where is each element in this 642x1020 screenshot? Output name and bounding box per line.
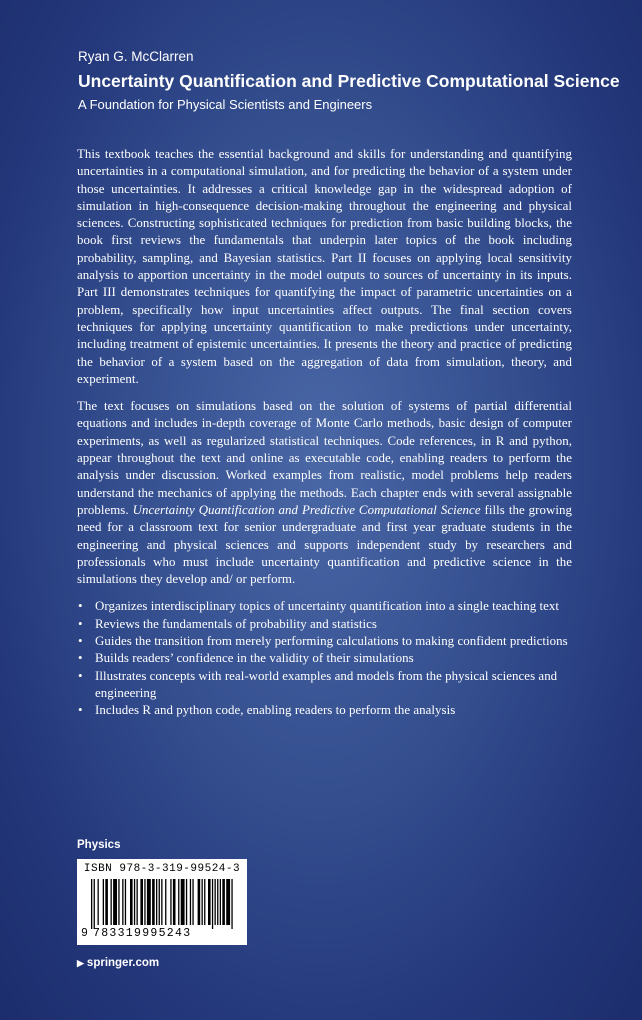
barcode-bar	[134, 879, 135, 925]
barcode-bar	[130, 879, 133, 925]
website-link[interactable]	[77, 957, 159, 969]
barcode-bar	[226, 879, 230, 925]
feature-item	[77, 598, 572, 615]
paragraph-2-text-end: fills the growing need for a classroom text for senior undergraduate and first year graduate students in the engineering and physical sciences and supports independent study by researchers and professionals who must include uncertainty quantification and predictive science in the simulations they develop and/ or perform.	[77, 502, 572, 587]
barcode-bar	[208, 879, 211, 925]
barcode-bar	[111, 879, 112, 925]
barcode-bar	[91, 879, 92, 929]
barcode-bar	[152, 879, 155, 925]
barcode-digits: 783319995243	[93, 927, 192, 940]
bullet-icon: •	[78, 599, 83, 614]
barcode-lead-digit: 9	[81, 927, 88, 940]
feature-text: Includes R and python code, enabling readers to perform the analysis	[95, 703, 456, 718]
barcode-bar	[103, 879, 104, 925]
feature-item	[77, 668, 572, 703]
barcode-bar	[202, 879, 203, 925]
barcode-bar	[140, 879, 143, 925]
barcode-bar	[165, 879, 166, 925]
feature-item	[77, 616, 572, 633]
feature-text: Illustrates concepts with real-world examples and models from the physical sciences and engineering	[95, 668, 558, 700]
feature-text: Reviews the fundamentals of probability and statistics	[95, 616, 377, 631]
description	[77, 146, 572, 720]
barcode-bar	[231, 879, 232, 929]
barcode-bar	[118, 879, 119, 925]
barcode-bar	[181, 879, 185, 925]
feature-text: Organizes interdisciplinary topics of uncertainty quantification into a single teaching text	[95, 599, 559, 614]
book-title: Uncertainty Quantification and Predictive Computational Science	[78, 71, 620, 91]
book-title-italic: Uncertainty Quantification and Predictive Computational Science	[132, 502, 481, 517]
barcode-bar	[105, 879, 108, 925]
bullet-icon: •	[78, 668, 83, 683]
barcode-bar	[161, 879, 162, 925]
barcode-bar	[220, 879, 221, 925]
feature-item	[77, 650, 572, 667]
description-paragraph-1: This textbook teaches the essential background and skills for understanding and quantifying uncertainties in a computational simulation, and for predicting the behavior of a system under those uncertainties. It addresses a critical knowledge gap in the widespread adoption of simulation in high-consequence decision-making throughout the engineering and physical sciences. Constructing sophisticated techniques for prediction from basic building blocks, the book first reviews the fundamentals that underpin later topics of the book including probability, sampling, and Bayesian statistics. Part II focuses on applying local sensitivity analysis to apportion uncertainty in the model outputs to sources of uncertainty in its inputs. Part III demonstrates techniques for quantifying the impact of parametric uncertainties on a problem, specifically how input uncertainties affect outputs. The final section covers techniques for applying uncertainty quantification to make predictions under uncertainty, including treatment of epistemic uncertainties. It presents the theory and practice of predicting the behavior of a system based on the aggregation of data from simulation, theory, and experiment.	[77, 147, 572, 386]
chevron-right-icon: ▶	[77, 958, 84, 968]
barcode-bar	[156, 879, 157, 925]
paragraph-2-text: The text focuses on simulations based on the solution of systems of partial differential equations and includes in-depth coverage of Monte Carlo methods, basic design of computer experiments, as well as regularized statistical techniques. Code references, in R and python, appear throughout the text and online as executable code, enabling readers to perform the analysis under discussion. Worked examples from realistic, model problems help readers understand the mechanics of applying the methods. Each chapter ends with several assignable problems.	[77, 399, 572, 517]
barcode-bar	[217, 879, 218, 925]
bullet-icon: •	[78, 703, 83, 718]
barcode-bar	[215, 879, 216, 925]
barcode-bar	[204, 879, 205, 925]
barcode-bar	[173, 879, 176, 925]
bullet-icon: •	[78, 616, 83, 631]
description-paragraph-2	[77, 398, 572, 588]
book-subtitle: A Foundation for Physical Scientists and Engineers	[78, 97, 373, 112]
isbn-label: ISBN 978-3-319-99524-3	[83, 863, 241, 875]
barcode-bar	[113, 879, 117, 925]
author-name: Ryan G. McClarren	[78, 49, 194, 64]
subject-label: Physics	[77, 839, 121, 851]
barcode-bar	[222, 879, 225, 925]
barcode-bar	[147, 879, 151, 925]
barcode-bar	[125, 879, 126, 925]
feature-text: Guides the transition from merely performing calculations to making confident predictions	[95, 634, 568, 649]
barcode-bar	[190, 879, 191, 925]
barcode-bar	[212, 879, 213, 929]
barcode-bar	[186, 879, 187, 925]
header	[78, 48, 618, 114]
feature-list	[77, 598, 572, 719]
barcode-bar	[94, 879, 95, 929]
feature-item	[77, 702, 572, 719]
feature-item	[77, 633, 572, 650]
barcode-bar	[98, 879, 99, 925]
barcode-bar	[198, 879, 201, 925]
barcode-bar	[170, 879, 171, 925]
barcode-bar	[144, 879, 145, 925]
barcode-bar	[178, 879, 179, 925]
isbn-barcode	[77, 859, 247, 945]
barcode-bar	[137, 879, 138, 925]
bullet-icon: •	[78, 634, 83, 649]
feature-text: Builds readers’ confidence in the validity of their simulations	[95, 651, 414, 666]
bullet-icon: •	[78, 651, 83, 666]
website-url: springer.com	[86, 957, 160, 969]
barcode-bar	[122, 879, 123, 925]
barcode-icon	[91, 879, 235, 929]
barcode-bar	[192, 879, 193, 925]
barcode-bar	[159, 879, 160, 925]
